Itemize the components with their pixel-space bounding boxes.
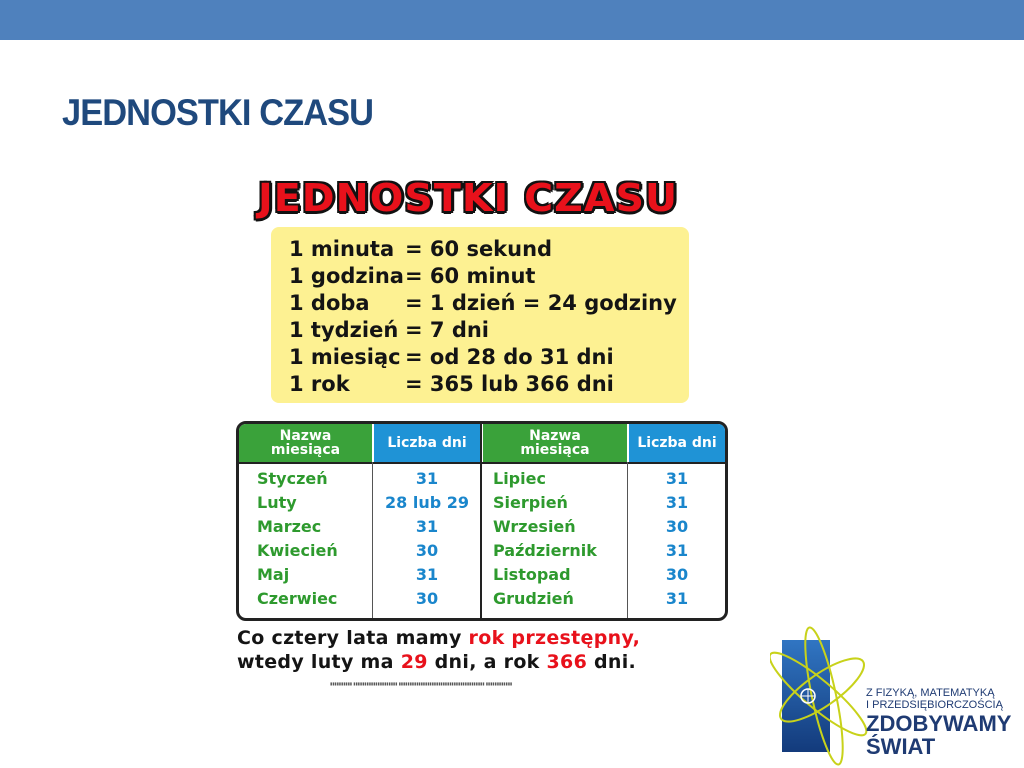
leap-year-note-line2: wtedy luty ma 29 dni, a rok 366 dni. xyxy=(237,651,637,673)
unit-row: 1 rok = 365 lub 366 dni xyxy=(289,372,614,396)
month-name: Grudzień xyxy=(493,589,574,608)
column-divider xyxy=(372,462,373,618)
unit-row: 1 doba = 1 dzień = 24 godziny xyxy=(289,291,677,315)
month-name: Lipiec xyxy=(493,469,546,488)
month-name: Luty xyxy=(257,493,297,512)
month-name: Kwiecień xyxy=(257,541,338,560)
month-days: 30 xyxy=(415,541,439,560)
month-days: 31 xyxy=(665,541,689,560)
month-name: Czerwiec xyxy=(257,589,338,608)
poster-footer-fine-print: ▮▮▮▮▮▮▮▮▮▮ ▮▮▮▮▮▮▮▮▮▮▮▮▮▮▮▮▮▮▮▮ ▮▮▮▮▮▮▮▮▮▮▮▮▮▮▮▮▮▮▮▮▮▮▮▮▮▮▮▮▮▮▮▮▮▮▮▮▮▮▮ ▮▮▮▮▮▮▮▮▮▮▮▮ xyxy=(330,681,513,686)
leap-year-note-line1: Co cztery lata mamy rok przestępny, xyxy=(237,627,641,649)
month-days: 31 xyxy=(665,469,689,488)
poster-image xyxy=(230,170,730,700)
top-accent-bar xyxy=(0,0,1024,40)
unit-row: 1 miesiąc = od 28 do 31 dni xyxy=(289,345,614,369)
month-days: 30 xyxy=(665,517,689,536)
slide-title: JEDNOSTKI CZASU xyxy=(62,92,374,133)
month-name: Styczeń xyxy=(257,469,328,488)
unit-row: 1 minuta = 60 sekund xyxy=(289,237,553,261)
month-days: 30 xyxy=(415,589,439,608)
month-name: Sierpień xyxy=(493,493,568,512)
time-units-box xyxy=(271,227,689,403)
logo-line3: ZDOBYWAMY xyxy=(866,711,1012,736)
month-days: 31 xyxy=(665,589,689,608)
month-name: Marzec xyxy=(257,517,322,536)
unit-row: 1 godzina= 60 minut xyxy=(289,264,536,288)
logo-line1: Z FIZYKĄ, MATEMATYKĄ xyxy=(866,687,995,699)
unit-row: 1 tydzień = 7 dni xyxy=(289,318,490,342)
month-days: 31 xyxy=(415,517,439,536)
month-days: 31 xyxy=(415,469,439,488)
logo-line2: I PRZEDSIĘBIORCZOŚCIĄ xyxy=(866,699,1003,711)
month-days: 30 xyxy=(665,565,689,584)
poster-title: JEDNOSTKI CZASU xyxy=(258,176,679,220)
month-days: 31 xyxy=(415,565,439,584)
header-month-name: Nazwa miesiąca xyxy=(239,424,372,462)
header-month-name: Nazwa miesiąca xyxy=(483,424,627,462)
month-name: Listopad xyxy=(493,565,571,584)
center-divider xyxy=(480,424,482,618)
month-days: 28 lub 29 xyxy=(385,493,469,512)
month-name: Wrzesień xyxy=(493,517,576,536)
month-name: Maj xyxy=(257,565,290,584)
header-divider xyxy=(239,462,725,464)
month-name: Październik xyxy=(493,541,597,560)
header-days: Liczba dni xyxy=(629,424,725,462)
logo-line4: ŚWIAT xyxy=(866,734,936,759)
column-divider xyxy=(627,462,628,618)
months-table xyxy=(236,421,728,621)
month-days: 31 xyxy=(665,493,689,512)
header-days: Liczba dni xyxy=(374,424,480,462)
